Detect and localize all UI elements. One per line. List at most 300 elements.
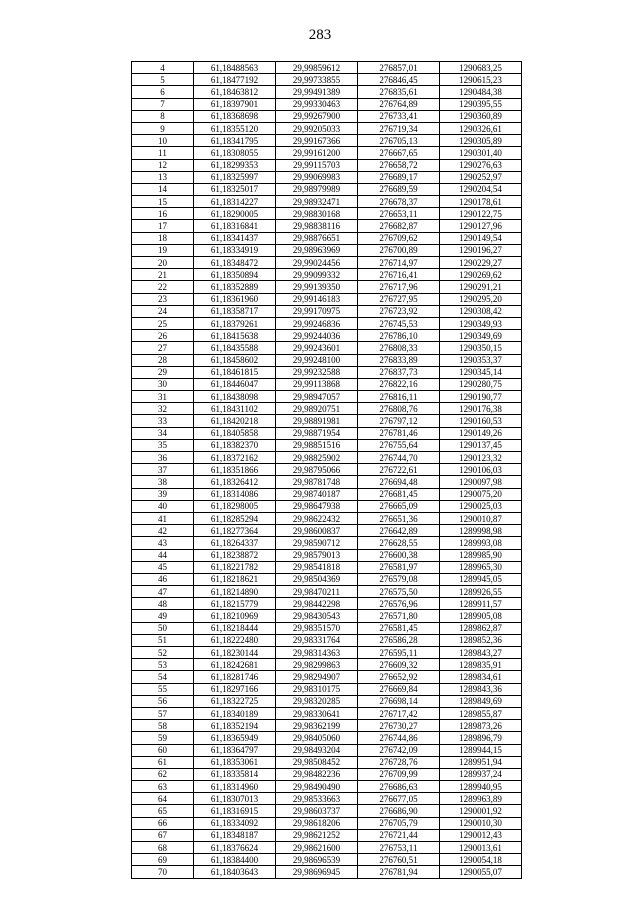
longitude-cell: 29,98299863 bbox=[276, 659, 358, 671]
x-coordinate-cell: 276755,64 bbox=[358, 439, 440, 451]
point-number-cell: 15 bbox=[132, 196, 194, 208]
latitude-cell: 61,18210969 bbox=[194, 610, 276, 622]
longitude-cell: 29,98508452 bbox=[276, 756, 358, 768]
x-coordinate-cell: 276700,89 bbox=[358, 244, 440, 256]
latitude-cell: 61,18350894 bbox=[194, 269, 276, 281]
latitude-cell: 61,18384400 bbox=[194, 854, 276, 866]
x-coordinate-cell: 276705,79 bbox=[358, 817, 440, 829]
point-number-cell: 33 bbox=[132, 415, 194, 427]
longitude-cell: 29,98294907 bbox=[276, 671, 358, 683]
point-number-cell: 37 bbox=[132, 464, 194, 476]
latitude-cell: 61,18222480 bbox=[194, 634, 276, 646]
table-row bbox=[132, 366, 522, 378]
latitude-cell: 61,18316841 bbox=[194, 220, 276, 232]
x-coordinate-cell: 276727,95 bbox=[358, 293, 440, 305]
longitude-cell: 29,98618206 bbox=[276, 817, 358, 829]
longitude-cell: 29,99146183 bbox=[276, 293, 358, 305]
y-coordinate-cell: 1290276,63 bbox=[440, 159, 522, 171]
longitude-cell: 29,98490490 bbox=[276, 781, 358, 793]
table-row bbox=[132, 98, 522, 110]
point-number-cell: 48 bbox=[132, 598, 194, 610]
y-coordinate-cell: 1289944,15 bbox=[440, 744, 522, 756]
y-coordinate-cell: 1290484,38 bbox=[440, 86, 522, 98]
longitude-cell: 29,98541818 bbox=[276, 561, 358, 573]
table-row bbox=[132, 683, 522, 695]
y-coordinate-cell: 1290025,03 bbox=[440, 500, 522, 512]
y-coordinate-cell: 1289896,79 bbox=[440, 732, 522, 744]
y-coordinate-cell: 1290106,03 bbox=[440, 464, 522, 476]
x-coordinate-cell: 276579,08 bbox=[358, 573, 440, 585]
point-number-cell: 22 bbox=[132, 281, 194, 293]
table-row bbox=[132, 452, 522, 464]
table-row bbox=[132, 732, 522, 744]
point-number-cell: 51 bbox=[132, 634, 194, 646]
table-row bbox=[132, 695, 522, 707]
table-row bbox=[132, 147, 522, 159]
x-coordinate-cell: 276808,33 bbox=[358, 342, 440, 354]
x-coordinate-cell: 276721,44 bbox=[358, 829, 440, 841]
table-row bbox=[132, 183, 522, 195]
longitude-cell: 29,98310175 bbox=[276, 683, 358, 695]
latitude-cell: 61,18405858 bbox=[194, 427, 276, 439]
latitude-cell: 61,18435588 bbox=[194, 342, 276, 354]
point-number-cell: 12 bbox=[132, 159, 194, 171]
latitude-cell: 61,18361960 bbox=[194, 293, 276, 305]
longitude-cell: 29,98621252 bbox=[276, 829, 358, 841]
x-coordinate-cell: 276716,41 bbox=[358, 269, 440, 281]
latitude-cell: 61,18348472 bbox=[194, 257, 276, 269]
latitude-cell: 61,18341795 bbox=[194, 135, 276, 147]
point-number-cell: 58 bbox=[132, 720, 194, 732]
table-row bbox=[132, 549, 522, 561]
y-coordinate-cell: 1289963,89 bbox=[440, 793, 522, 805]
longitude-cell: 29,99161200 bbox=[276, 147, 358, 159]
longitude-cell: 29,98330641 bbox=[276, 707, 358, 719]
y-coordinate-cell: 1290395,55 bbox=[440, 98, 522, 110]
longitude-cell: 29,98470211 bbox=[276, 586, 358, 598]
point-number-cell: 7 bbox=[132, 98, 194, 110]
latitude-cell: 61,18458602 bbox=[194, 354, 276, 366]
y-coordinate-cell: 1290123,32 bbox=[440, 452, 522, 464]
point-number-cell: 21 bbox=[132, 269, 194, 281]
x-coordinate-cell: 276581,45 bbox=[358, 622, 440, 634]
y-coordinate-cell: 1289940,95 bbox=[440, 781, 522, 793]
x-coordinate-cell: 276571,80 bbox=[358, 610, 440, 622]
point-number-cell: 50 bbox=[132, 622, 194, 634]
latitude-cell: 61,18264337 bbox=[194, 537, 276, 549]
y-coordinate-cell: 1290196,27 bbox=[440, 244, 522, 256]
longitude-cell: 29,99330463 bbox=[276, 98, 358, 110]
latitude-cell: 61,18214890 bbox=[194, 586, 276, 598]
y-coordinate-cell: 1289873,26 bbox=[440, 720, 522, 732]
latitude-cell: 61,18238872 bbox=[194, 549, 276, 561]
y-coordinate-cell: 1290353,37 bbox=[440, 354, 522, 366]
x-coordinate-cell: 276669,84 bbox=[358, 683, 440, 695]
latitude-cell: 61,18438098 bbox=[194, 391, 276, 403]
x-coordinate-cell: 276677,05 bbox=[358, 793, 440, 805]
y-coordinate-cell: 1290360,89 bbox=[440, 110, 522, 122]
x-coordinate-cell: 276667,65 bbox=[358, 147, 440, 159]
longitude-cell: 29,98331764 bbox=[276, 634, 358, 646]
point-number-cell: 52 bbox=[132, 647, 194, 659]
y-coordinate-cell: 1289945,05 bbox=[440, 573, 522, 585]
x-coordinate-cell: 276714,97 bbox=[358, 257, 440, 269]
y-coordinate-cell: 1290280,75 bbox=[440, 378, 522, 390]
point-number-cell: 5 bbox=[132, 74, 194, 86]
x-coordinate-cell: 276846,45 bbox=[358, 74, 440, 86]
longitude-cell: 29,99248100 bbox=[276, 354, 358, 366]
x-coordinate-cell: 276822,16 bbox=[358, 378, 440, 390]
x-coordinate-cell: 276744,70 bbox=[358, 452, 440, 464]
point-number-cell: 43 bbox=[132, 537, 194, 549]
x-coordinate-cell: 276723,92 bbox=[358, 305, 440, 317]
longitude-cell: 29,98600837 bbox=[276, 525, 358, 537]
latitude-cell: 61,18285294 bbox=[194, 512, 276, 524]
latitude-cell: 61,18372162 bbox=[194, 452, 276, 464]
point-number-cell: 18 bbox=[132, 232, 194, 244]
point-number-cell: 35 bbox=[132, 439, 194, 451]
latitude-cell: 61,18353061 bbox=[194, 756, 276, 768]
table-row bbox=[132, 281, 522, 293]
table-row bbox=[132, 598, 522, 610]
x-coordinate-cell: 276781,94 bbox=[358, 866, 440, 878]
table-row bbox=[132, 561, 522, 573]
table-row bbox=[132, 427, 522, 439]
point-number-cell: 62 bbox=[132, 768, 194, 780]
longitude-cell: 29,99205033 bbox=[276, 122, 358, 134]
longitude-cell: 29,98533663 bbox=[276, 793, 358, 805]
y-coordinate-cell: 1290010,87 bbox=[440, 512, 522, 524]
latitude-cell: 61,18325997 bbox=[194, 171, 276, 183]
point-number-cell: 9 bbox=[132, 122, 194, 134]
longitude-cell: 29,98891981 bbox=[276, 415, 358, 427]
x-coordinate-cell: 276658,72 bbox=[358, 159, 440, 171]
longitude-cell: 29,99069983 bbox=[276, 171, 358, 183]
point-number-cell: 28 bbox=[132, 354, 194, 366]
table-row bbox=[132, 476, 522, 488]
table-row bbox=[132, 781, 522, 793]
x-coordinate-cell: 276709,62 bbox=[358, 232, 440, 244]
y-coordinate-cell: 1290326,61 bbox=[440, 122, 522, 134]
longitude-cell: 29,98314363 bbox=[276, 647, 358, 659]
longitude-cell: 29,98622432 bbox=[276, 512, 358, 524]
table-row bbox=[132, 634, 522, 646]
y-coordinate-cell: 1290204,54 bbox=[440, 183, 522, 195]
x-coordinate-cell: 276808,76 bbox=[358, 403, 440, 415]
latitude-cell: 61,18334919 bbox=[194, 244, 276, 256]
latitude-cell: 61,18382370 bbox=[194, 439, 276, 451]
y-coordinate-cell: 1290001,92 bbox=[440, 805, 522, 817]
x-coordinate-cell: 276760,51 bbox=[358, 854, 440, 866]
point-number-cell: 40 bbox=[132, 500, 194, 512]
longitude-cell: 29,98979989 bbox=[276, 183, 358, 195]
y-coordinate-cell: 1289834,61 bbox=[440, 671, 522, 683]
table-row bbox=[132, 659, 522, 671]
table-row bbox=[132, 74, 522, 86]
x-coordinate-cell: 276816,11 bbox=[358, 391, 440, 403]
point-number-cell: 8 bbox=[132, 110, 194, 122]
y-coordinate-cell: 1289998,98 bbox=[440, 525, 522, 537]
longitude-cell: 29,99139350 bbox=[276, 281, 358, 293]
longitude-cell: 29,98871954 bbox=[276, 427, 358, 439]
table-row bbox=[132, 768, 522, 780]
x-coordinate-cell: 276653,11 bbox=[358, 208, 440, 220]
y-coordinate-cell: 1290137,45 bbox=[440, 439, 522, 451]
longitude-cell: 29,98603737 bbox=[276, 805, 358, 817]
table-row bbox=[132, 537, 522, 549]
table-row bbox=[132, 232, 522, 244]
longitude-cell: 29,99099332 bbox=[276, 269, 358, 281]
y-coordinate-cell: 1289965,30 bbox=[440, 561, 522, 573]
x-coordinate-cell: 276722,61 bbox=[358, 464, 440, 476]
table-row bbox=[132, 403, 522, 415]
latitude-cell: 61,18215779 bbox=[194, 598, 276, 610]
table-row bbox=[132, 62, 522, 74]
table-row bbox=[132, 354, 522, 366]
latitude-cell: 61,18299353 bbox=[194, 159, 276, 171]
y-coordinate-cell: 1290178,61 bbox=[440, 196, 522, 208]
table-row bbox=[132, 317, 522, 329]
y-coordinate-cell: 1290190,77 bbox=[440, 391, 522, 403]
latitude-cell: 61,18348187 bbox=[194, 829, 276, 841]
x-coordinate-cell: 276600,38 bbox=[358, 549, 440, 561]
point-number-cell: 6 bbox=[132, 86, 194, 98]
coordinates-table bbox=[131, 61, 522, 879]
table-row bbox=[132, 464, 522, 476]
table-row bbox=[132, 244, 522, 256]
y-coordinate-cell: 1289862,87 bbox=[440, 622, 522, 634]
table-row bbox=[132, 415, 522, 427]
table-row bbox=[132, 854, 522, 866]
y-coordinate-cell: 1289843,36 bbox=[440, 683, 522, 695]
y-coordinate-cell: 1290350,15 bbox=[440, 342, 522, 354]
point-number-cell: 67 bbox=[132, 829, 194, 841]
x-coordinate-cell: 276744,86 bbox=[358, 732, 440, 744]
longitude-cell: 29,99733855 bbox=[276, 74, 358, 86]
latitude-cell: 61,18415638 bbox=[194, 330, 276, 342]
longitude-cell: 29,98696539 bbox=[276, 854, 358, 866]
point-number-cell: 27 bbox=[132, 342, 194, 354]
table-row bbox=[132, 439, 522, 451]
y-coordinate-cell: 1290176,38 bbox=[440, 403, 522, 415]
table-row bbox=[132, 220, 522, 232]
latitude-cell: 61,18403643 bbox=[194, 866, 276, 878]
latitude-cell: 61,18341437 bbox=[194, 232, 276, 244]
point-number-cell: 32 bbox=[132, 403, 194, 415]
point-number-cell: 10 bbox=[132, 135, 194, 147]
y-coordinate-cell: 1290160,53 bbox=[440, 415, 522, 427]
table-row bbox=[132, 622, 522, 634]
y-coordinate-cell: 1289993,08 bbox=[440, 537, 522, 549]
latitude-cell: 61,18365949 bbox=[194, 732, 276, 744]
latitude-cell: 61,18431102 bbox=[194, 403, 276, 415]
x-coordinate-cell: 276753,11 bbox=[358, 842, 440, 854]
point-number-cell: 39 bbox=[132, 488, 194, 500]
y-coordinate-cell: 1289855,87 bbox=[440, 707, 522, 719]
point-number-cell: 29 bbox=[132, 366, 194, 378]
point-number-cell: 25 bbox=[132, 317, 194, 329]
latitude-cell: 61,18397901 bbox=[194, 98, 276, 110]
point-number-cell: 65 bbox=[132, 805, 194, 817]
point-number-cell: 42 bbox=[132, 525, 194, 537]
latitude-cell: 61,18218444 bbox=[194, 622, 276, 634]
latitude-cell: 61,18334092 bbox=[194, 817, 276, 829]
y-coordinate-cell: 1290683,25 bbox=[440, 62, 522, 74]
latitude-cell: 61,18281746 bbox=[194, 671, 276, 683]
latitude-cell: 61,18358717 bbox=[194, 305, 276, 317]
y-coordinate-cell: 1289905,08 bbox=[440, 610, 522, 622]
point-number-cell: 54 bbox=[132, 671, 194, 683]
y-coordinate-cell: 1290010,30 bbox=[440, 817, 522, 829]
table-row bbox=[132, 330, 522, 342]
latitude-cell: 61,18376624 bbox=[194, 842, 276, 854]
latitude-cell: 61,18364797 bbox=[194, 744, 276, 756]
point-number-cell: 61 bbox=[132, 756, 194, 768]
point-number-cell: 46 bbox=[132, 573, 194, 585]
point-number-cell: 19 bbox=[132, 244, 194, 256]
latitude-cell: 61,18242681 bbox=[194, 659, 276, 671]
latitude-cell: 61,18322725 bbox=[194, 695, 276, 707]
x-coordinate-cell: 276686,90 bbox=[358, 805, 440, 817]
latitude-cell: 61,18314086 bbox=[194, 488, 276, 500]
latitude-cell: 61,18340189 bbox=[194, 707, 276, 719]
table-row bbox=[132, 342, 522, 354]
y-coordinate-cell: 1290252,97 bbox=[440, 171, 522, 183]
x-coordinate-cell: 276764,89 bbox=[358, 98, 440, 110]
longitude-cell: 29,98647938 bbox=[276, 500, 358, 512]
longitude-cell: 29,99232588 bbox=[276, 366, 358, 378]
point-number-cell: 66 bbox=[132, 817, 194, 829]
table-row bbox=[132, 720, 522, 732]
y-coordinate-cell: 1289835,91 bbox=[440, 659, 522, 671]
latitude-cell: 61,18297166 bbox=[194, 683, 276, 695]
table-row bbox=[132, 159, 522, 171]
longitude-cell: 29,98430543 bbox=[276, 610, 358, 622]
y-coordinate-cell: 1290127,96 bbox=[440, 220, 522, 232]
latitude-cell: 61,18325017 bbox=[194, 183, 276, 195]
x-coordinate-cell: 276719,34 bbox=[358, 122, 440, 134]
latitude-cell: 61,18314960 bbox=[194, 781, 276, 793]
longitude-cell: 29,98590712 bbox=[276, 537, 358, 549]
point-number-cell: 44 bbox=[132, 549, 194, 561]
y-coordinate-cell: 1290055,07 bbox=[440, 866, 522, 878]
y-coordinate-cell: 1290291,21 bbox=[440, 281, 522, 293]
point-number-cell: 53 bbox=[132, 659, 194, 671]
table-row bbox=[132, 488, 522, 500]
point-number-cell: 63 bbox=[132, 781, 194, 793]
table-row bbox=[132, 269, 522, 281]
table-row bbox=[132, 586, 522, 598]
table-row bbox=[132, 817, 522, 829]
y-coordinate-cell: 1290013,61 bbox=[440, 842, 522, 854]
longitude-cell: 29,99243601 bbox=[276, 342, 358, 354]
latitude-cell: 61,18230144 bbox=[194, 647, 276, 659]
point-number-cell: 13 bbox=[132, 171, 194, 183]
y-coordinate-cell: 1290345,14 bbox=[440, 366, 522, 378]
table-row bbox=[132, 293, 522, 305]
point-number-cell: 23 bbox=[132, 293, 194, 305]
longitude-cell: 29,98851516 bbox=[276, 439, 358, 451]
latitude-cell: 61,18463812 bbox=[194, 86, 276, 98]
table-row bbox=[132, 208, 522, 220]
longitude-cell: 29,99167366 bbox=[276, 135, 358, 147]
point-number-cell: 69 bbox=[132, 854, 194, 866]
longitude-cell: 29,99170975 bbox=[276, 305, 358, 317]
y-coordinate-cell: 1290269,62 bbox=[440, 269, 522, 281]
x-coordinate-cell: 276575,50 bbox=[358, 586, 440, 598]
table-row bbox=[132, 122, 522, 134]
latitude-cell: 61,18352194 bbox=[194, 720, 276, 732]
x-coordinate-cell: 276689,17 bbox=[358, 171, 440, 183]
longitude-cell: 29,99113868 bbox=[276, 378, 358, 390]
x-coordinate-cell: 276857,01 bbox=[358, 62, 440, 74]
table-row bbox=[132, 110, 522, 122]
x-coordinate-cell: 276709,99 bbox=[358, 768, 440, 780]
longitude-cell: 29,98825902 bbox=[276, 452, 358, 464]
point-number-cell: 68 bbox=[132, 842, 194, 854]
x-coordinate-cell: 276694,48 bbox=[358, 476, 440, 488]
latitude-cell: 61,18307013 bbox=[194, 793, 276, 805]
x-coordinate-cell: 276642,89 bbox=[358, 525, 440, 537]
longitude-cell: 29,99267900 bbox=[276, 110, 358, 122]
y-coordinate-cell: 1290295,20 bbox=[440, 293, 522, 305]
x-coordinate-cell: 276698,14 bbox=[358, 695, 440, 707]
point-number-cell: 17 bbox=[132, 220, 194, 232]
table-row bbox=[132, 842, 522, 854]
x-coordinate-cell: 276730,27 bbox=[358, 720, 440, 732]
latitude-cell: 61,18326412 bbox=[194, 476, 276, 488]
longitude-cell: 29,99491389 bbox=[276, 86, 358, 98]
table-row bbox=[132, 573, 522, 585]
longitude-cell: 29,98579013 bbox=[276, 549, 358, 561]
table-row bbox=[132, 391, 522, 403]
table-row bbox=[132, 135, 522, 147]
table-row bbox=[132, 793, 522, 805]
x-coordinate-cell: 276652,92 bbox=[358, 671, 440, 683]
table-row bbox=[132, 647, 522, 659]
y-coordinate-cell: 1289951,94 bbox=[440, 756, 522, 768]
x-coordinate-cell: 276745,53 bbox=[358, 317, 440, 329]
x-coordinate-cell: 276576,96 bbox=[358, 598, 440, 610]
latitude-cell: 61,18316915 bbox=[194, 805, 276, 817]
point-number-cell: 30 bbox=[132, 378, 194, 390]
x-coordinate-cell: 276742,09 bbox=[358, 744, 440, 756]
y-coordinate-cell: 1290012,43 bbox=[440, 829, 522, 841]
y-coordinate-cell: 1290305,89 bbox=[440, 135, 522, 147]
y-coordinate-cell: 1290349,93 bbox=[440, 317, 522, 329]
table-row bbox=[132, 610, 522, 622]
point-number-cell: 56 bbox=[132, 695, 194, 707]
longitude-cell: 29,98493204 bbox=[276, 744, 358, 756]
point-number-cell: 57 bbox=[132, 707, 194, 719]
y-coordinate-cell: 1290149,26 bbox=[440, 427, 522, 439]
x-coordinate-cell: 276689,59 bbox=[358, 183, 440, 195]
y-coordinate-cell: 1290301,40 bbox=[440, 147, 522, 159]
point-number-cell: 20 bbox=[132, 257, 194, 269]
x-coordinate-cell: 276717,42 bbox=[358, 707, 440, 719]
y-coordinate-cell: 1289937,24 bbox=[440, 768, 522, 780]
table-row bbox=[132, 744, 522, 756]
point-number-cell: 38 bbox=[132, 476, 194, 488]
point-number-cell: 26 bbox=[132, 330, 194, 342]
point-number-cell: 70 bbox=[132, 866, 194, 878]
table-row bbox=[132, 196, 522, 208]
y-coordinate-cell: 1289849,69 bbox=[440, 695, 522, 707]
table-row bbox=[132, 305, 522, 317]
table-row bbox=[132, 707, 522, 719]
point-number-cell: 55 bbox=[132, 683, 194, 695]
point-number-cell: 4 bbox=[132, 62, 194, 74]
